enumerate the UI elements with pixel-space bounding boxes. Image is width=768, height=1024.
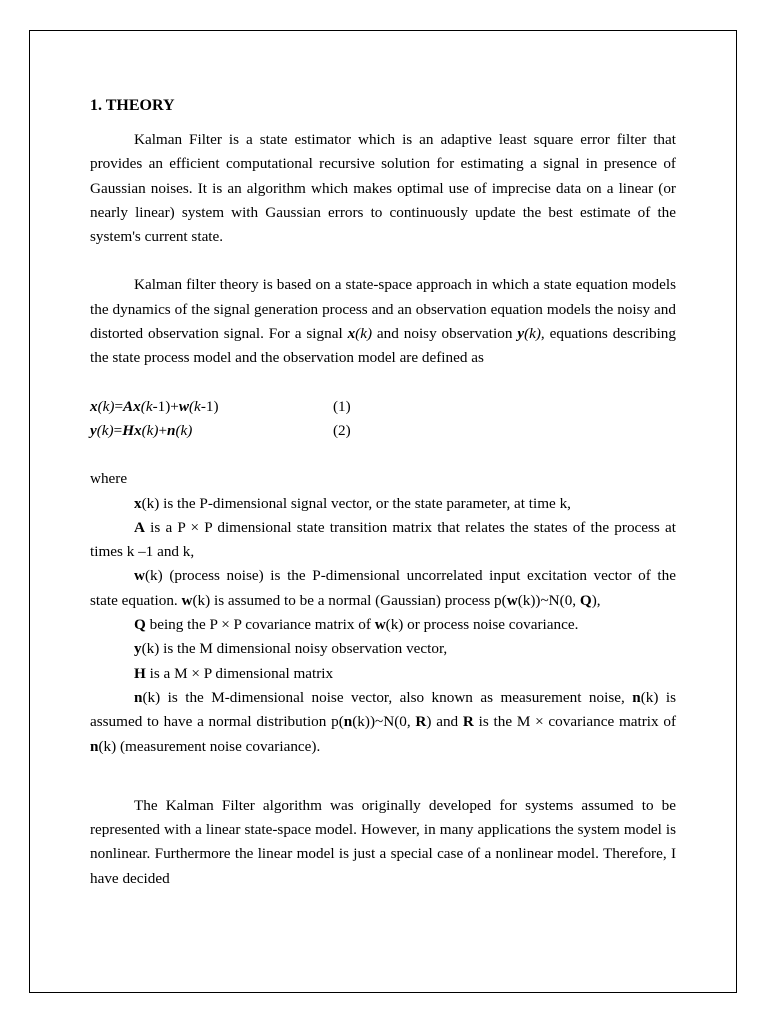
equation-number: (1) bbox=[333, 397, 351, 415]
paragraph-state-space: Kalman filter theory is based on a state-space approach in which a state equation models the dynamics of the signal generation process and an observation equation models the noisy and distorted observation signal. For a signal x(k) and noisy observation y(k), equations describing the state process model and the observation model are defined as bbox=[90, 276, 676, 367]
paragraph-kalman-intro: Kalman Filter is a state estimator which is an adaptive least square error filter that provides an efficient computational recursive solution for estimating a signal in presence of Gaussian noises. It is an algorithm which makes optimal use of imprecise data on a linear (or nearly linear) system with Gaussian errors to continuously update the best estimate of the system's current state. bbox=[90, 131, 676, 246]
equation-row bbox=[90, 395, 676, 419]
document-body bbox=[90, 94, 676, 891]
definition-n: n(k) is the M-dimensional noise vector, also known as measurement noise, n(k) is assumed to have a normal distribution p(n(k))~N(0, R) and R is the M × covariance matrix of n(k) (measurement noise covariance). bbox=[90, 688, 676, 755]
where-label: where bbox=[90, 470, 128, 488]
definition-y: y(k) is the M dimensional noisy observation vector, bbox=[134, 640, 448, 658]
equation-number: (2) bbox=[333, 421, 351, 439]
paragraph-nonlinear: The Kalman Filter algorithm was originally developed for systems assumed to be represented with a linear state-space model. However, in many applications the system model is nonlinear. Furthermore the linear model is just a special case of a nonlinear model. Therefore, I have decided bbox=[90, 796, 676, 887]
equation-formula: x(k)=Ax(k-1)+w(k-1) bbox=[90, 397, 219, 415]
definition-x: x(k) is the P-dimensional signal vector, or the state parameter, at time k, bbox=[134, 494, 571, 512]
equation-block bbox=[90, 395, 676, 444]
section-heading: 1. THEORY bbox=[90, 97, 175, 114]
definition-H: H is a M × P dimensional matrix bbox=[134, 664, 334, 682]
equation-formula: y(k)=Hx(k)+n(k) bbox=[90, 421, 193, 439]
definition-w: w(k) (process noise) is the P-dimensional uncorrelated input excitation vector of the state equation. w(k) is assumed to be a normal (Gaussian) process p(w(k))~N(0, Q), bbox=[90, 567, 676, 609]
equation-row bbox=[90, 419, 676, 443]
definition-A: A is a P × P dimensional state transition matrix that relates the states of the process at times k –1 and k, bbox=[90, 518, 676, 561]
definition-Q: Q being the P × P covariance matrix of w(k) or process noise covariance. bbox=[134, 616, 579, 634]
